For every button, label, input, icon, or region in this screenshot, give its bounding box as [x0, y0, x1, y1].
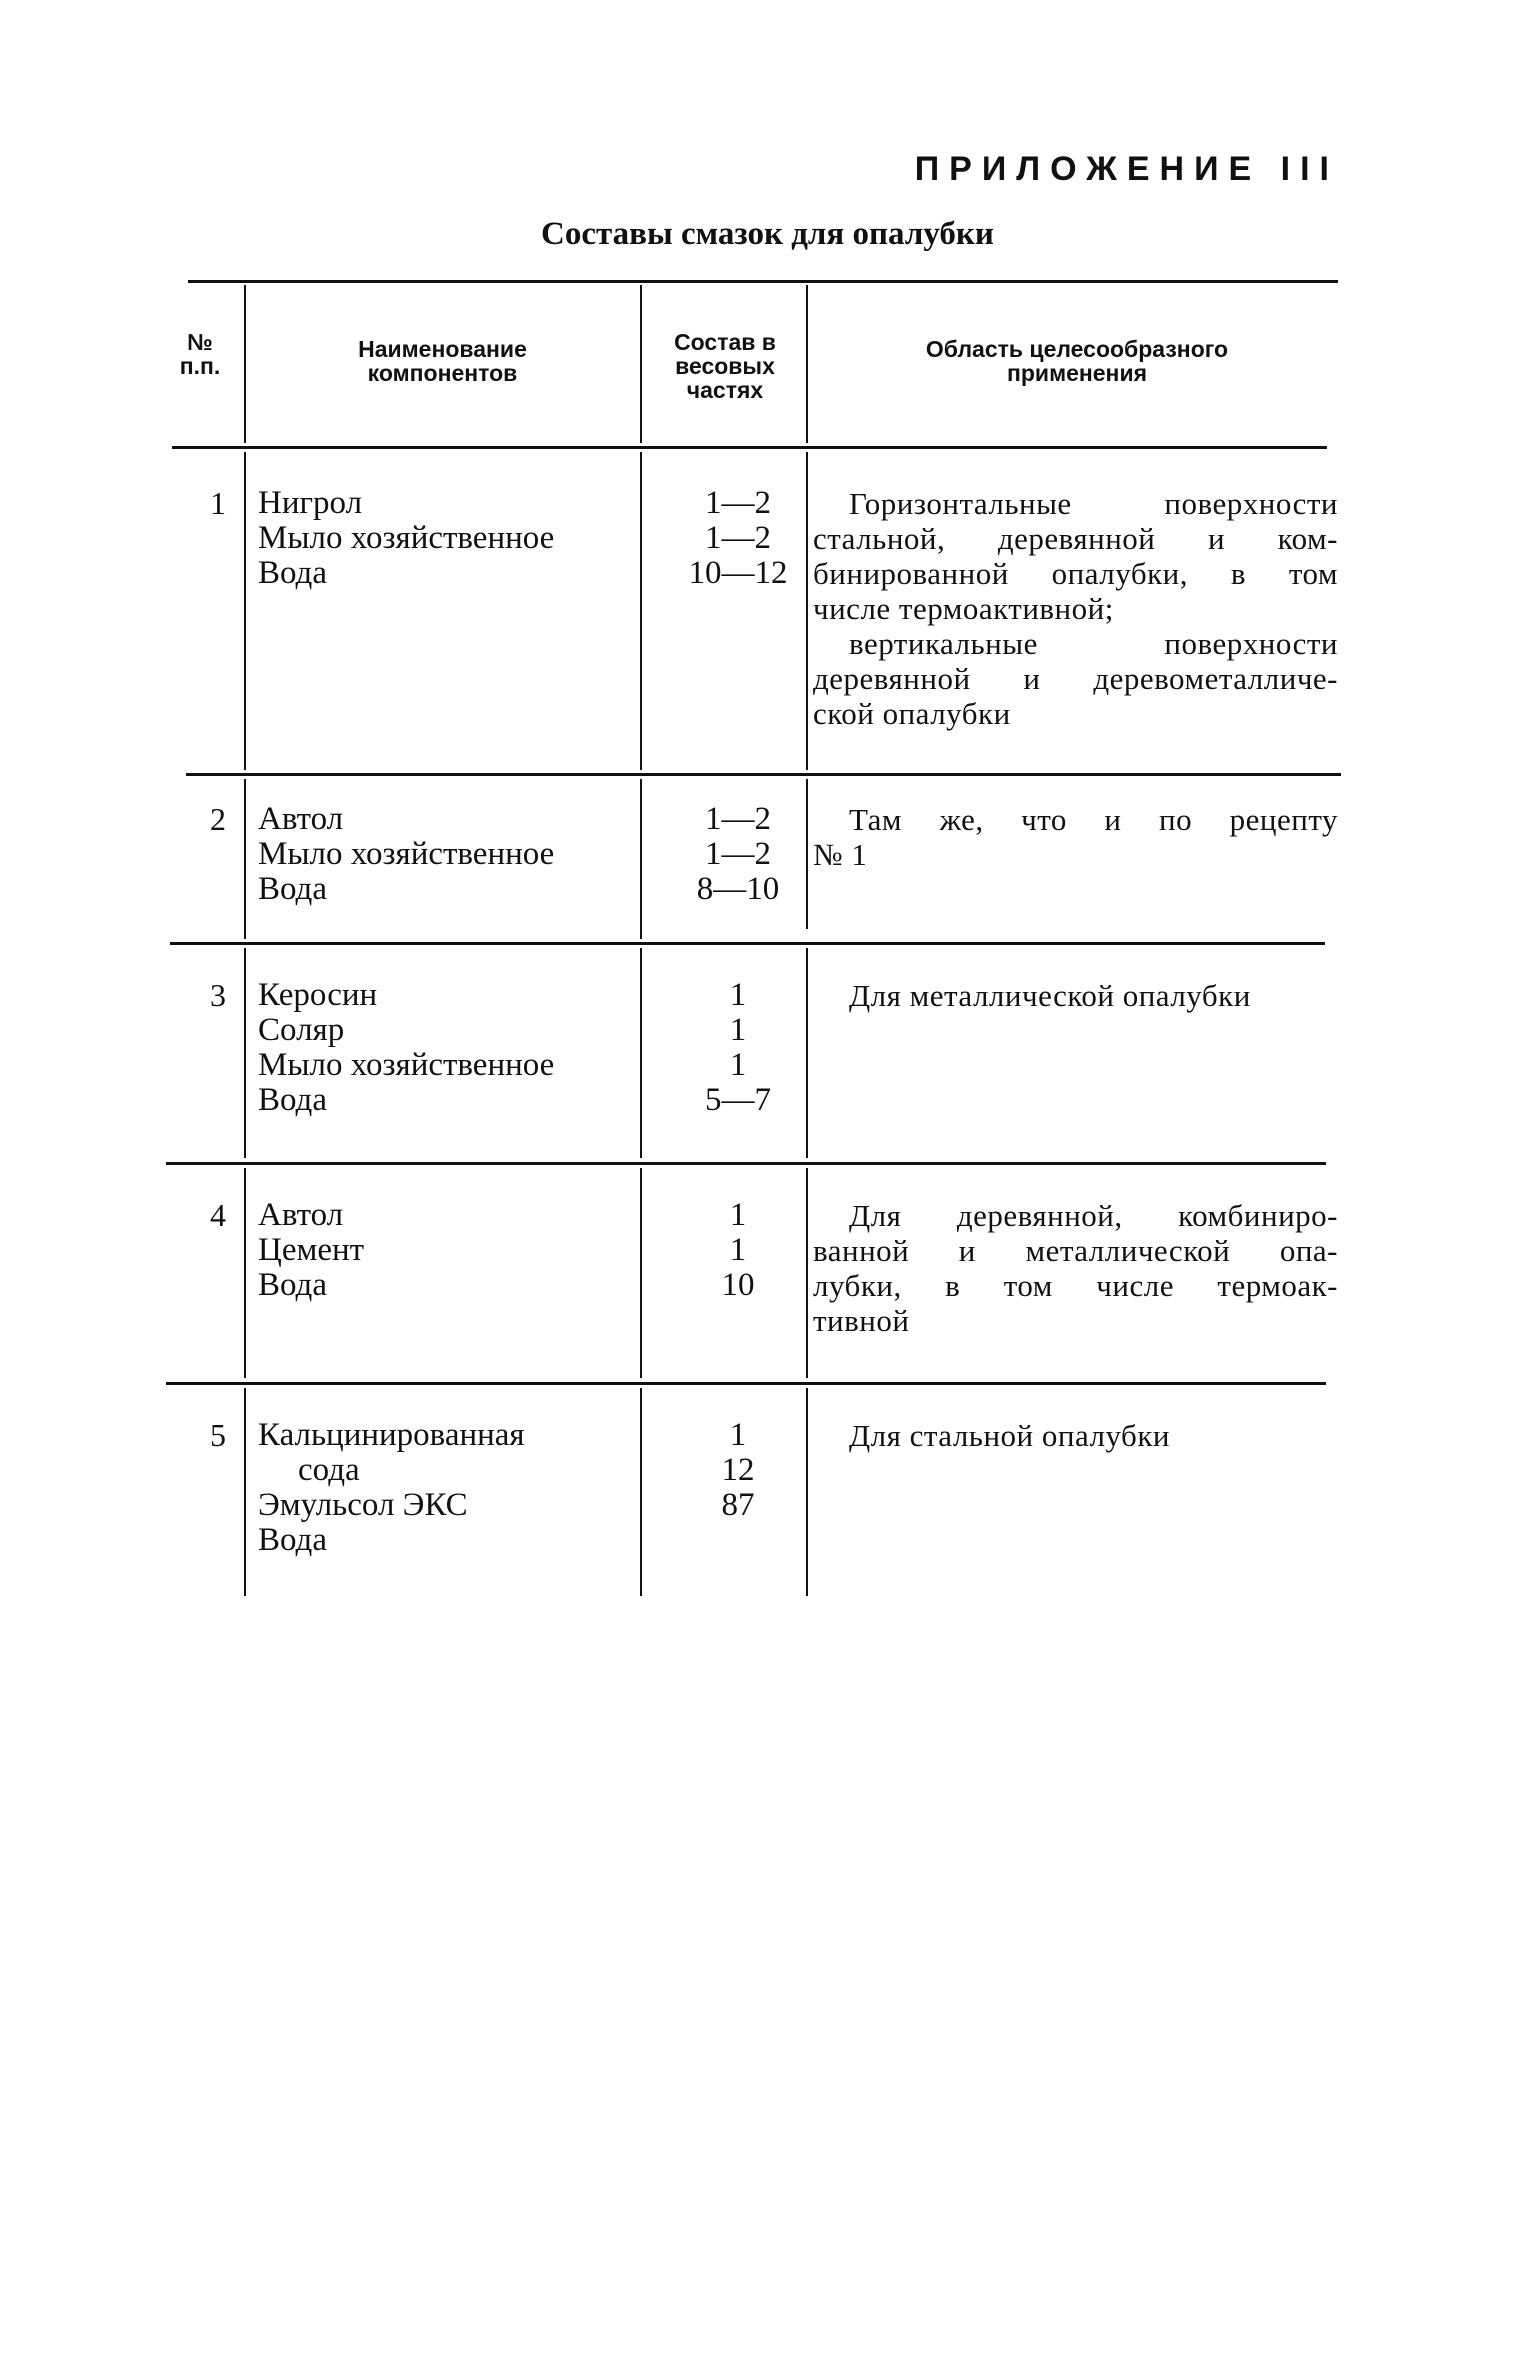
table-top-rule [188, 280, 1338, 283]
quantity-item: 1 [729, 1047, 747, 1083]
header-application: Область целесообразного применения [925, 336, 1229, 386]
quantity-item: 1—2 [705, 485, 771, 521]
component-list [258, 1418, 628, 1558]
component-list [258, 486, 628, 591]
row-divider [186, 773, 1341, 776]
column-rule [244, 1168, 246, 1378]
component-item: Цемент [258, 1232, 365, 1268]
component-item: Вода [258, 1082, 327, 1118]
quantity-item: 1—2 [705, 801, 771, 837]
row-number: 1 [210, 485, 226, 521]
row-number: 3 [210, 977, 226, 1013]
row-divider [170, 942, 1325, 945]
quantity-list [648, 978, 828, 1118]
application-line: вертикальные поверхности [849, 626, 1338, 661]
column-rule [640, 779, 642, 939]
column-rule [244, 779, 246, 939]
column-rule [640, 948, 642, 1158]
quantity-item: 1 [729, 1197, 747, 1233]
component-item: Керосин [258, 977, 378, 1013]
quantity-item: 1 [729, 1417, 747, 1453]
header-component-name: Наименование компонентов [358, 336, 527, 386]
row-number: 2 [210, 801, 226, 837]
column-rule [244, 1388, 246, 1596]
application-line: числе термоактивной; [813, 591, 1114, 626]
row-divider [166, 1382, 1326, 1385]
quantity-item: 87 [721, 1487, 755, 1523]
component-item: Вода [258, 555, 327, 591]
application-text [813, 1418, 1338, 1453]
application-text [813, 1198, 1338, 1338]
column-rule [640, 1168, 642, 1378]
quantity-item: 5—7 [705, 1082, 771, 1118]
quantity-item: 10—12 [688, 555, 788, 591]
quantity-item: 1—2 [705, 520, 771, 556]
header-bottom-rule [172, 446, 1327, 449]
application-line: деревянной и деревометалличе- [813, 661, 1338, 696]
component-item: Нигрол [258, 485, 363, 521]
column-rule [806, 285, 808, 443]
appendix-label: ПРИЛОЖЕНИЕ III [914, 150, 1339, 188]
quantity-item: 1 [729, 977, 747, 1013]
column-rule [640, 1388, 642, 1596]
application-line: Для металлической опалубки [849, 978, 1251, 1013]
component-item: сода [298, 1452, 360, 1488]
application-text [813, 802, 1338, 872]
application-text [813, 978, 1338, 1013]
component-item: Автол [258, 801, 344, 837]
component-list [258, 978, 628, 1118]
application-line: № 1 [813, 837, 868, 872]
quantity-item: 1 [729, 1012, 747, 1048]
column-rule [244, 452, 246, 770]
component-item: Мыло хозяйственное [258, 520, 555, 556]
quantity-item: 12 [721, 1452, 755, 1488]
component-list [258, 1198, 628, 1303]
application-line: Для стальной опалубки [849, 1418, 1170, 1453]
row-number: 4 [210, 1197, 226, 1233]
quantity-item: 8—10 [696, 871, 780, 907]
quantity-list [648, 802, 828, 907]
component-item: Автол [258, 1197, 344, 1233]
component-item: Вода [258, 871, 327, 907]
component-item: Вода [258, 1522, 327, 1558]
column-rule [640, 285, 642, 443]
application-line: бинированной опалубки, в том [813, 556, 1338, 591]
component-list [258, 802, 628, 907]
quantity-list [648, 1198, 828, 1303]
header-num: № п.п. [179, 329, 221, 379]
column-rule [244, 948, 246, 1158]
column-rule [640, 452, 642, 770]
component-item: Мыло хозяйственное [258, 1047, 555, 1083]
component-item: Эмульсол ЭКС [258, 1487, 468, 1523]
header-composition: Состав в весовых частях [674, 329, 776, 403]
application-line: ванной и металлической опа- [813, 1233, 1338, 1268]
quantity-item: 10 [721, 1267, 755, 1303]
quantity-list [648, 486, 828, 591]
application-line: тивной [813, 1303, 910, 1338]
application-line: стальной, деревянной и ком- [813, 521, 1338, 556]
application-line: Горизонтальные поверхности [849, 486, 1338, 521]
component-item: Мыло хозяйственное [258, 836, 555, 872]
quantity-item: 1—2 [705, 836, 771, 872]
quantity-list [648, 1418, 828, 1523]
quantity-item: 1 [729, 1232, 747, 1268]
component-item: Вода [258, 1267, 327, 1303]
application-line: Для деревянной, комбиниро- [849, 1198, 1338, 1233]
application-line: Там же, что и по рецепту [849, 802, 1338, 837]
component-item: Соляр [258, 1012, 345, 1048]
component-item: Кальцинированная [258, 1417, 525, 1453]
row-divider [166, 1162, 1326, 1165]
application-text [813, 486, 1338, 731]
column-rule [244, 285, 246, 443]
application-line: лубки, в том числе термоак- [813, 1268, 1338, 1303]
application-line: ской опалубки [813, 696, 1011, 731]
table-title: Составы смазок для опалубки [541, 216, 994, 252]
row-number: 5 [210, 1417, 226, 1453]
